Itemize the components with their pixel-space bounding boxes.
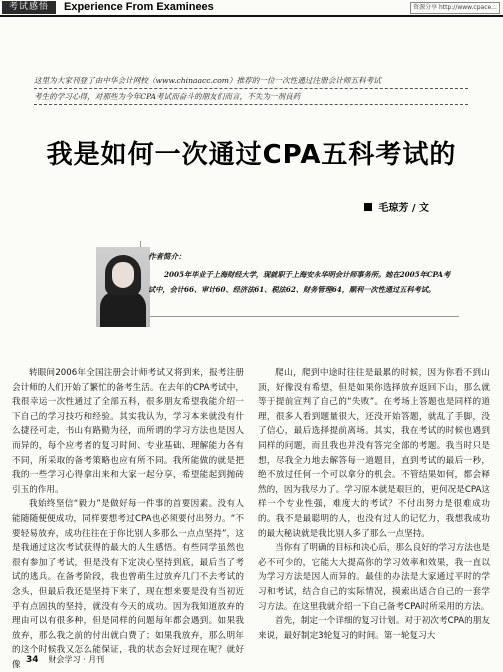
author-name: 毛琼芳 / 文 [378,203,429,214]
body-paragraph: 转眼间2006年全国注册会计师考试又将到来，报考注册会计师的人们开始了繁忙的备考生活。在去年的CPA考试中，我很幸运一次性通过了全部五科，很多朋友希望我能介绍一下自己的学习技巧和经验。其实我认为，学习本来就没有什么捷径可走，书山有路勤为径，而所谓的学习方法也是因人而异的，每个应考者的复习时间、专业基础、理解能力各有不同，所采取的备考策略也应有所不同。我所能做的就是把我的一些学习心得拿出来和大家一起分享，希望能起到抛砖引玉的作用。 [12,368,244,495]
body-paragraph: 当你有了明确的目标和决心后，那么良好的学习方法也是必不可少的，它能大大提高你的学习效率和效果，我一直以为学习方法是因人而异的。最佳的办法是大家通过平时的学习和考试，结合自己的实际情况，摸索出适合自己的一套学习方法。在这里我就介绍一下自己备考CPA时所采用的方法。 [258,543,490,612]
editor-note-line: 考生的学习心得，对那些为今年CPA考试而奋斗的朋友们而言，不失为一剂良药 [34,89,468,105]
body-paragraph: 爬山，爬到中途时往往是最累的时候，因为你看不到山顶，好像没有希望，但是如果你选择放弃返回下山，那么就等于提前宣判了自己的“失败”。在考场上答题也是同样的道理，很多人看到题量很大，还没开始答题，就乱了手脚，没了信心，最后选择提前离场。其实，我在考试的时候也遇到同样的问题，而且我也并没有答完全部的考题。我当时只是想，尽我全力地去解答每一道题目，直到考试的最后一秒，绝不放过任何一个可以拿分的机会。不管结果如何，都会释然的，因为我尽力了。学习原本就是艰巨的，更何况是CPA这样一个专业性强，难度大的考试？不付出努力是很难成功的。我不是最聪明的人，也没有过人的记忆力，我想我成功的最大秘诀就是我比别人多了那么一点坚持。 [258,368,490,539]
publication-name: 财会学习 · 月刊 [48,655,105,664]
square-bullet-icon [364,203,372,211]
photo-body [100,291,146,327]
body-paragraph: 我始终坚信“毅力”是做好每一件事的首要因素。没有人能随随便便成功，同样要想考过CPA也必须要付出努力。“不要轻易放弃，成功往往在于你比别人多那么一点点坚持”，这是我通过这次考试获得的最大的人生感悟。有些同学虽然也很有参加了考试，但是没有下定决心坚持到底，最后当了考试的逃兵。在备考阶段，我也曾萌生过放弃几门不去考试的念头，但最后我还是坚持下来了，现在想来要是没有当初近乎有点固执的坚持，就没有今天的成功。因为我知道放弃的理由可以有很多种，但是同样的问题每年都会遇到。如果我放弃，那么我之前的付出就白费了；如果我放弃，那么明年的这个时候我又怎么能保证，我的状态会好过现在呢？就好像 [12,499,244,670]
author-byline [364,199,429,214]
watermark-stamp: 资源分享 http://www.cpace... [410,2,500,14]
editor-note-line: 这里为大家刊登了由中华会计网校（www.chinaacc.com）推荐的一位一次性通过注册会计师五科考试 [34,73,468,89]
section-tag: 考试感悟 [2,1,56,14]
editor-note [34,73,468,105]
page-footer [26,654,104,665]
page-header [0,0,503,16]
body-paragraph: 首先，制定一个详细的复习计划。对于初次考CPA的朋友来说，最好制定3轮复习的时间。第一轮复习大 [258,616,490,641]
photo-face [112,262,134,288]
bio-label: 作者简介： [148,252,186,261]
header-rule [0,15,503,17]
page-number: 34 [26,654,39,665]
body-column-right [258,366,490,643]
section-title: Experience From Examinees [64,1,214,13]
article-title: 我是如何一次通过CPA五科考试的 [46,140,457,170]
body-column-left [12,366,244,672]
bio-text: 2005年毕业于上海财经大学，现就职于上海安永华明会计师事务所。她在2005年CPA考试中，会计66、审计60、经济法61、税法62、财务管理64，顺利一次性通过五科考试。 [148,270,451,294]
author-photo [96,247,150,327]
